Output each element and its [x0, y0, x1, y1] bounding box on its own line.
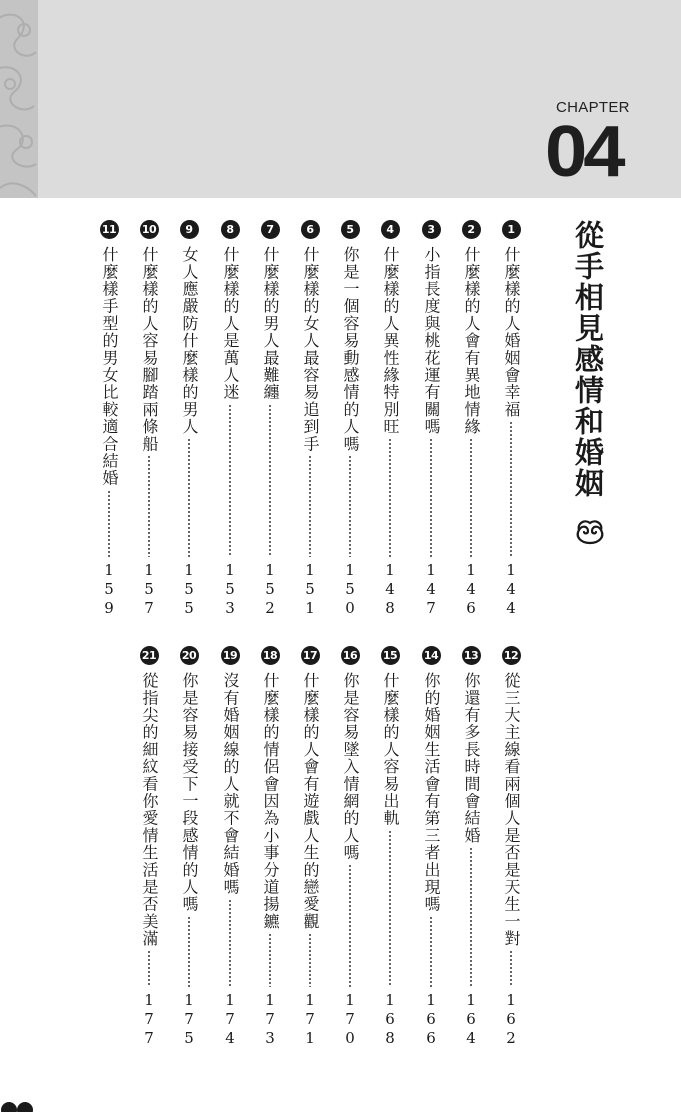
entry-body	[340, 246, 360, 618]
chapter-title: 從手相見感情和婚姻	[571, 220, 605, 499]
entry-title: 什麼樣的情侶會因為小事分道揚鑣	[261, 672, 280, 930]
entry-page-number: 173	[261, 991, 279, 1048]
entry-page-number: 151	[301, 561, 319, 618]
entry-title: 什麼樣的男人最難纏	[261, 246, 280, 401]
entry-number-badge: 17	[301, 646, 320, 665]
entry-number-badge: 7	[261, 220, 280, 239]
entry-body	[380, 246, 400, 618]
chapter-number: 04	[545, 111, 622, 192]
entry-page-number: 166	[422, 991, 440, 1048]
toc-entry[interactable]	[138, 646, 160, 1048]
entry-body	[179, 672, 199, 1048]
entry-body	[300, 246, 320, 618]
decorative-swirl-strip	[0, 0, 38, 198]
entry-body	[99, 246, 119, 618]
entry-page-number: 164	[462, 991, 480, 1048]
entry-body	[179, 246, 199, 618]
entry-title: 從三大主線看兩個人是否是天生一對	[502, 672, 521, 948]
chapter-label: CHAPTER	[556, 99, 630, 116]
entry-title: 女人應嚴防什麼樣的男人	[180, 246, 199, 436]
entry-body	[139, 672, 159, 1048]
entry-body	[220, 246, 240, 618]
entry-number-badge: 18	[261, 646, 280, 665]
dot-leader	[430, 916, 432, 987]
dot-leader	[349, 864, 351, 987]
entry-page-number: 148	[381, 561, 399, 618]
entry-page-number: 170	[341, 991, 359, 1048]
entry-number-badge: 6	[301, 220, 320, 239]
toc-entry[interactable]	[420, 220, 442, 618]
dot-leader	[470, 438, 472, 557]
toc-entry[interactable]	[299, 220, 321, 618]
entry-body	[461, 246, 481, 618]
toc-entry[interactable]	[500, 646, 522, 1048]
entry-title: 你的婚姻生活會有第三者出現嗎	[422, 672, 441, 913]
entry-title: 什麼樣的人異性緣特別旺	[381, 246, 400, 436]
entry-page-number: 146	[462, 561, 480, 618]
entry-body	[260, 246, 280, 618]
entry-title: 沒有婚姻線的人就不會結婚嗎	[221, 672, 240, 896]
entry-page-number: 159	[100, 561, 118, 618]
toc-entry[interactable]	[420, 646, 442, 1048]
toc-entry[interactable]	[259, 220, 281, 618]
dot-leader	[309, 455, 311, 557]
entry-page-number: 153	[221, 561, 239, 618]
entry-page-number: 147	[422, 561, 440, 618]
toc-entry[interactable]	[178, 646, 200, 1048]
entry-title: 什麼樣的人容易出軌	[381, 672, 400, 827]
entry-body	[421, 246, 441, 618]
entry-number-badge: 14	[422, 646, 441, 665]
dot-leader	[430, 438, 432, 557]
entry-number-badge: 10	[140, 220, 159, 239]
entry-number-badge: 13	[462, 646, 481, 665]
entry-number-badge: 3	[422, 220, 441, 239]
entry-body	[139, 246, 159, 618]
dot-leader	[510, 950, 512, 987]
entry-number-badge: 8	[221, 220, 240, 239]
dot-leader	[188, 916, 190, 987]
toc-entry[interactable]	[500, 220, 522, 618]
entry-body	[260, 672, 280, 1048]
dot-leader	[188, 438, 190, 557]
dot-leader	[510, 421, 512, 557]
entry-body	[300, 672, 320, 1048]
entry-title: 你是容易墜入情網的人嗎	[341, 672, 360, 862]
entry-page-number: 177	[140, 991, 158, 1048]
entry-title: 什麼樣手型的男女比較適合結婚	[100, 246, 119, 487]
entry-page-number: 157	[140, 561, 158, 618]
dot-leader	[229, 404, 231, 557]
entry-number-badge: 4	[381, 220, 400, 239]
entry-page-number: 144	[502, 561, 520, 618]
cloud-swirl-ornament-icon	[571, 517, 609, 547]
entry-page-number: 175	[180, 991, 198, 1048]
entry-number-badge: 9	[180, 220, 199, 239]
toc-entry[interactable]	[339, 220, 361, 618]
entry-page-number: 174	[221, 991, 239, 1048]
entry-title: 什麼樣的人是萬人迷	[221, 246, 240, 401]
toc-entry[interactable]	[98, 220, 120, 618]
toc-entry[interactable]	[460, 220, 482, 618]
dot-leader	[229, 899, 231, 987]
dot-leader	[389, 830, 391, 987]
toc-entry[interactable]	[299, 646, 321, 1048]
entry-body	[380, 672, 400, 1048]
toc-entry[interactable]	[379, 220, 401, 618]
toc-entry[interactable]	[138, 220, 160, 618]
entry-page-number: 152	[261, 561, 279, 618]
entry-title: 什麼樣的人婚姻會幸福	[502, 246, 521, 418]
toc-entry[interactable]	[379, 646, 401, 1048]
entry-page-number: 155	[180, 561, 198, 618]
entry-number-badge: 1	[502, 220, 521, 239]
toc-entry[interactable]	[460, 646, 482, 1048]
dot-leader	[148, 455, 150, 557]
entry-number-badge: 2	[462, 220, 481, 239]
entry-title: 什麼樣的人會有遊戲人生的戀愛觀	[301, 672, 320, 930]
entry-title: 你是容易接受下一段感情的人嗎	[180, 672, 199, 913]
entry-title: 什麼樣的人會有異地情緣	[462, 246, 481, 436]
entry-page-number: 162	[502, 991, 520, 1048]
entry-number-badge: 5	[341, 220, 360, 239]
entry-body	[340, 672, 360, 1048]
entry-number-badge: 20	[180, 646, 199, 665]
dot-leader	[269, 404, 271, 557]
toc-entry[interactable]	[259, 646, 281, 1048]
entry-title: 從指尖的細紋看你愛情生活是否美滿	[140, 672, 159, 948]
dot-leader	[389, 438, 391, 557]
entry-page-number: 171	[301, 991, 319, 1048]
toc-entry[interactable]	[178, 220, 200, 618]
entry-body	[421, 672, 441, 1048]
entry-body	[501, 246, 521, 618]
toc-entry[interactable]	[219, 646, 241, 1048]
entry-body	[220, 672, 240, 1048]
dot-leader	[269, 933, 271, 987]
entry-number-badge: 11	[100, 220, 119, 239]
entry-title: 你還有多長時間會結婚	[462, 672, 481, 844]
entry-title: 什麼樣的人容易腳踏兩條船	[140, 246, 159, 453]
dot-leader	[148, 950, 150, 987]
dot-leader	[470, 847, 472, 987]
entry-title: 小指長度與桃花運有關嗎	[422, 246, 441, 436]
entry-number-badge: 19	[221, 646, 240, 665]
entry-number-badge: 15	[381, 646, 400, 665]
dot-leader	[309, 933, 311, 987]
entry-number-badge: 12	[502, 646, 521, 665]
entry-number-badge: 21	[140, 646, 159, 665]
dot-leader	[108, 490, 110, 557]
dot-leader	[349, 455, 351, 557]
toc-entry[interactable]	[219, 220, 241, 618]
entry-title: 什麼樣的女人最容易追到手	[301, 246, 320, 453]
entry-page-number: 168	[381, 991, 399, 1048]
entry-page-number: 150	[341, 561, 359, 618]
entry-number-badge: 16	[341, 646, 360, 665]
entry-title: 你是一個容易動感情的人嗎	[341, 246, 360, 453]
entry-body	[501, 672, 521, 1048]
entry-body	[461, 672, 481, 1048]
toc-entry[interactable]	[339, 646, 361, 1048]
